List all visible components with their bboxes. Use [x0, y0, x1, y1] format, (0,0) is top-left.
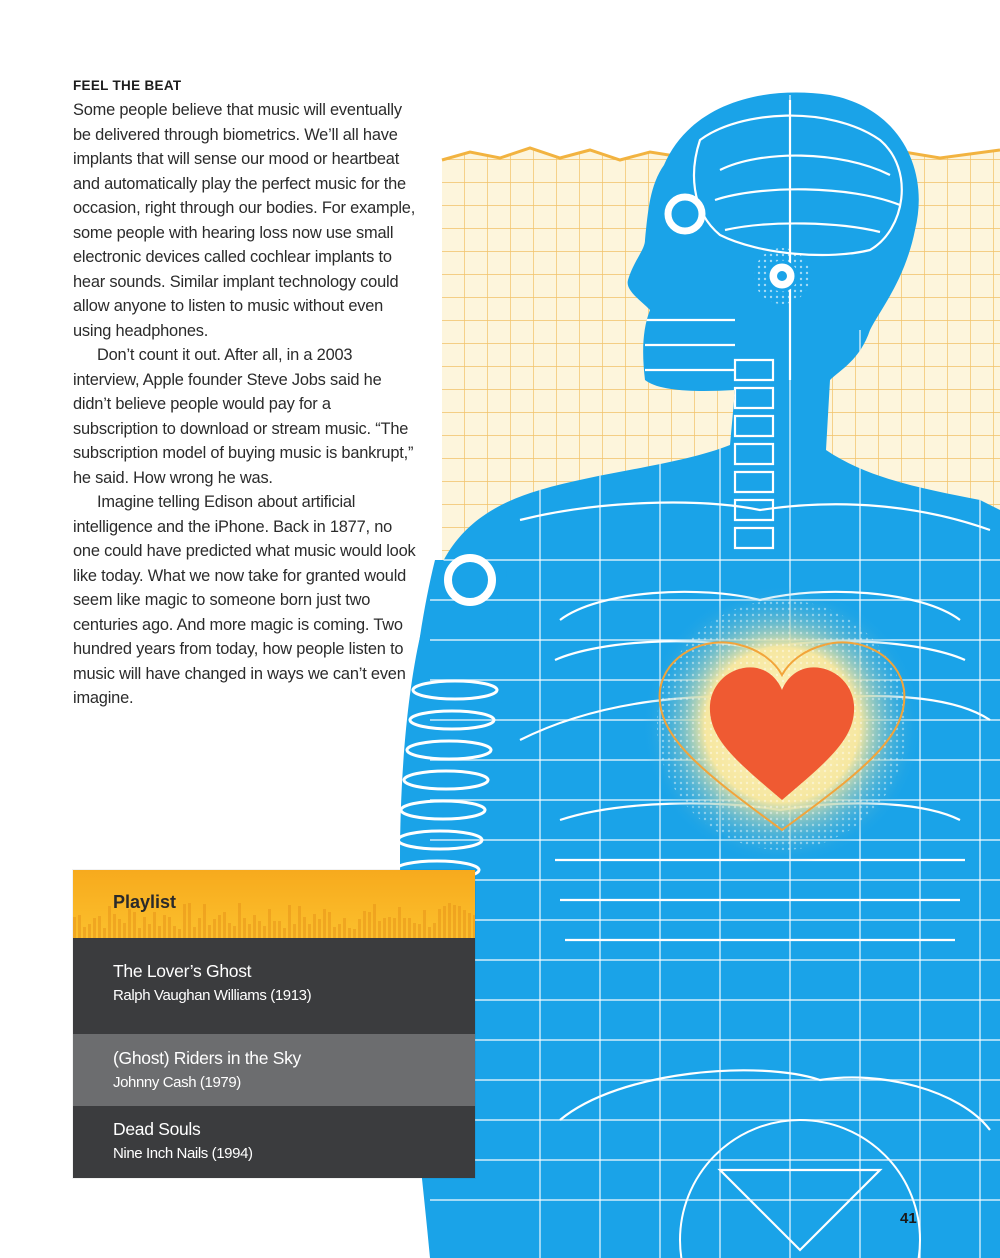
page-number: 41 — [900, 1210, 917, 1227]
equalizer-bar — [293, 924, 296, 938]
equalizer-bar — [418, 924, 421, 938]
equalizer-bar — [413, 923, 416, 938]
equalizer-bar — [133, 912, 136, 938]
equalizer-bar — [158, 926, 161, 938]
equalizer-bar — [188, 903, 191, 938]
equalizer-bar — [323, 909, 326, 938]
equalizer-bar — [468, 913, 471, 938]
equalizer-bar — [168, 917, 171, 938]
equalizer-bar — [358, 919, 361, 938]
equalizer-bar — [113, 914, 116, 938]
equalizer-bar — [118, 919, 121, 938]
track-title: (Ghost) Riders in the Sky — [113, 1048, 301, 1068]
equalizer-bar — [193, 927, 196, 938]
equalizer-bar — [143, 917, 146, 938]
equalizer-bar — [463, 910, 466, 938]
track-title: The Lover’s Ghost — [113, 961, 252, 981]
article — [73, 76, 418, 711]
equalizer-bar — [443, 906, 446, 938]
equalizer-bar — [108, 906, 111, 938]
equalizer-bar — [348, 928, 351, 938]
equalizer-bar — [238, 903, 241, 938]
equalizer-bar — [183, 904, 186, 938]
equalizer-bar — [353, 929, 356, 938]
equalizer-bar — [198, 918, 201, 938]
equalizer-bar — [373, 904, 376, 938]
equalizer-bar — [178, 929, 181, 938]
equalizer-bar — [328, 912, 331, 938]
equalizer-bar — [408, 918, 411, 938]
equalizer-bar — [153, 912, 156, 938]
equalizer-bar — [458, 906, 461, 938]
equalizer-bar — [218, 915, 221, 938]
equalizer-bar — [283, 928, 286, 938]
equalizer-bar — [288, 905, 291, 938]
equalizer-bar — [338, 924, 341, 938]
equalizer-bar — [88, 924, 91, 938]
equalizer-bar — [223, 912, 226, 938]
equalizer-bar — [388, 917, 391, 938]
equalizer-bar — [393, 918, 396, 938]
track-artist: Ralph Vaughan Williams (1913) — [113, 987, 312, 1004]
equalizer-bar — [163, 915, 166, 938]
track-artist: Johnny Cash (1979) — [113, 1074, 241, 1091]
playlist-track — [73, 938, 475, 1034]
equalizer-bar — [368, 912, 371, 938]
playlist-header — [73, 870, 475, 938]
equalizer-bar — [308, 924, 311, 938]
article-paragraph: Imagine telling Edison about artificial intelligence and the iPhone. Back in 1877, no one could have predicted what music would look like today. What we now take for granted would seem like magic to someone born just two centuries ago. And more magic is coming. Two hundred years from today, how people listen to music will have changed in ways we can’t even imagine. — [73, 493, 416, 707]
equalizer-bar — [233, 926, 236, 938]
equalizer-bar — [333, 927, 336, 938]
equalizer-bar — [453, 905, 456, 938]
playlist-track — [73, 1034, 475, 1106]
equalizer-bar — [438, 909, 441, 938]
equalizer-bar — [263, 926, 266, 938]
playlist-title: Playlist — [113, 892, 177, 912]
equalizer-bar — [258, 921, 261, 938]
equalizer-bar — [208, 925, 211, 938]
equalizer-bar — [268, 909, 271, 938]
equalizer-bar — [128, 909, 131, 938]
article-paragraph: Some people believe that music will eventually be delivered through biometrics. We’ll all have implants that will sense our mood or heartbeat and automatically play the perfect music for the occasion, right through our bodies. For example, some people with hearing loss now use small electronic devices called cochlear implants to hear sounds. Similar implant technology could allow anyone to listen to music without even using headphones. — [73, 101, 416, 340]
article-paragraph: Don’t count it out. After all, in a 2003 interview, Apple founder Steve Jobs said he didn’t believe people would pay for a subscription to download or stream music. “The subscription model of buying music is bankrupt,” he said. How wrong he was. — [73, 346, 414, 487]
article-heading: FEEL THE BEAT — [73, 78, 182, 93]
equalizer-bar — [278, 921, 281, 938]
equalizer-bar — [448, 903, 451, 938]
equalizer-bar — [253, 915, 256, 938]
track-artist: Nine Inch Nails (1994) — [113, 1145, 253, 1162]
equalizer-bar — [473, 915, 475, 938]
equalizer-bar — [93, 918, 96, 938]
equalizer-bar — [228, 923, 231, 938]
equalizer-bar — [123, 923, 126, 938]
equalizer-bar — [403, 918, 406, 938]
equalizer-bar — [433, 923, 436, 938]
equalizer-bar — [428, 927, 431, 938]
equalizer-bar — [383, 918, 386, 938]
equalizer-bar — [298, 906, 301, 938]
equalizer-bar — [243, 918, 246, 938]
equalizer-bar — [78, 915, 81, 938]
equalizer-bar — [318, 919, 321, 938]
equalizer-bar — [138, 928, 141, 938]
equalizer-bar — [363, 911, 366, 938]
equalizer-bar — [73, 917, 76, 938]
equalizer-bar — [213, 919, 216, 938]
equalizer-bar — [423, 910, 426, 938]
playlist-box — [73, 870, 475, 1178]
equalizer-bar — [203, 904, 206, 938]
equalizer-bar — [398, 907, 401, 938]
track-title: Dead Souls — [113, 1119, 201, 1139]
equalizer-bar — [103, 928, 106, 938]
equalizer-bar — [98, 916, 101, 938]
equalizer-bar — [248, 924, 251, 938]
equalizer-bar — [313, 914, 316, 938]
equalizer-bar — [343, 918, 346, 938]
equalizer-bar — [273, 921, 276, 938]
equalizer-bar — [173, 926, 176, 938]
equalizer-bar — [148, 924, 151, 938]
playlist-track — [73, 1106, 475, 1178]
equalizer-bar — [303, 917, 306, 938]
equalizer-bar — [83, 927, 86, 938]
equalizer-bar — [378, 921, 381, 938]
